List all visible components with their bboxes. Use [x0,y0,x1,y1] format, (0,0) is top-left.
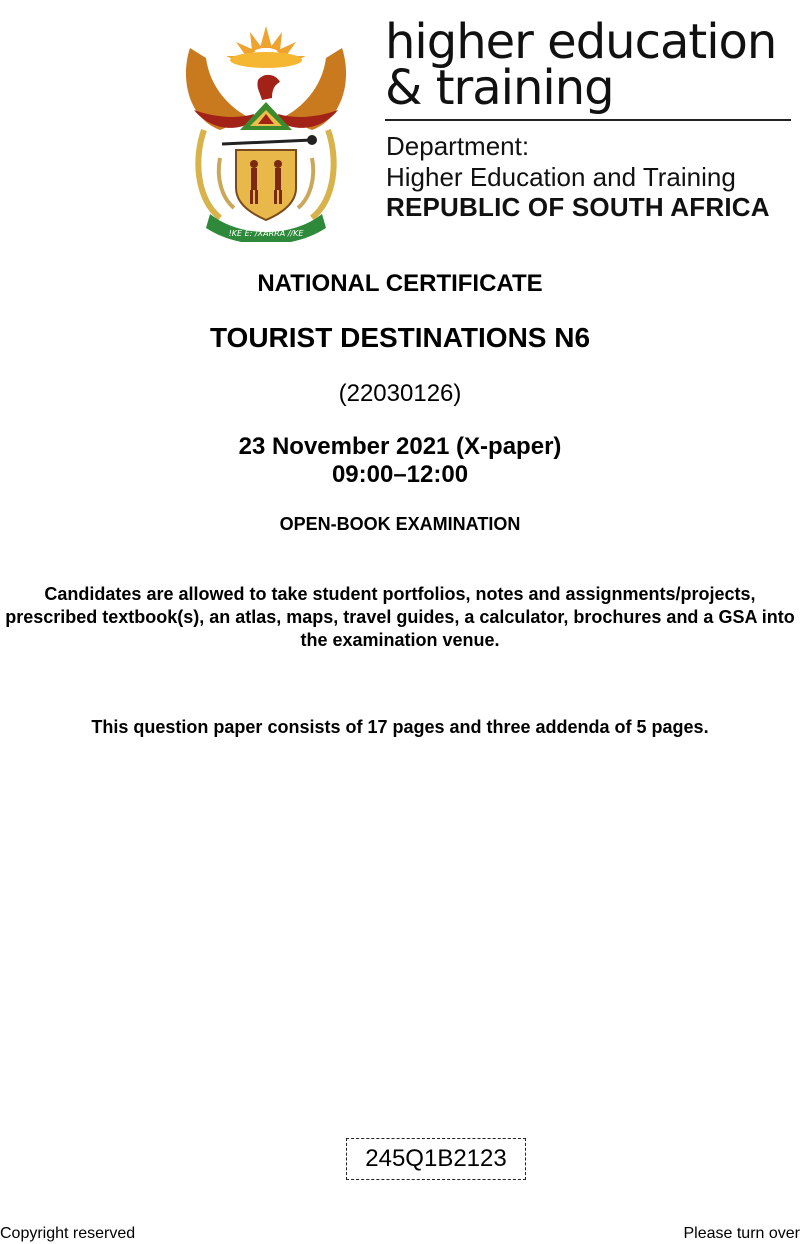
exam-time: 09:00–12:00 [331,461,469,488]
paper-reference-code: 245Q1B2123 [346,1138,526,1180]
coat-of-arms-motto: !KE E: /XARRA //KE [228,229,304,238]
coat-of-arms-icon [180,18,352,242]
subject-code: (22030126) [338,380,462,407]
subject-title: TOURIST DESTINATIONS N6 [209,322,591,353]
footer-turn-over: Please turn over [683,1225,800,1242]
exam-type: OPEN-BOOK EXAMINATION [279,514,521,534]
page-count-notice: This question paper consists of 17 pages and three addenda of 5 pages. [91,717,709,737]
coat-of-arms-logo [180,18,352,242]
certificate-title: NATIONAL CERTIFICATE [257,270,543,297]
brand-title-line2: & training [385,60,614,116]
department-label: Department: [386,131,530,161]
country-name: REPUBLIC OF SOUTH AFRICA [386,192,770,222]
exam-date: 23 November 2021 (X-paper) [238,433,562,460]
brand-title-line1: higher education [385,14,777,70]
department-name: Higher Education and Training [386,162,736,192]
footer-copyright: Copyright reserved [0,1225,136,1242]
brand-divider [385,119,791,121]
allowed-materials-notice: Candidates are allowed to take student portfolios, notes and assignments/projects, prescribed textbook(s), an atlas, maps, travel guides, a calculator, brochures and a GSA into the examination venue. [5,584,795,650]
